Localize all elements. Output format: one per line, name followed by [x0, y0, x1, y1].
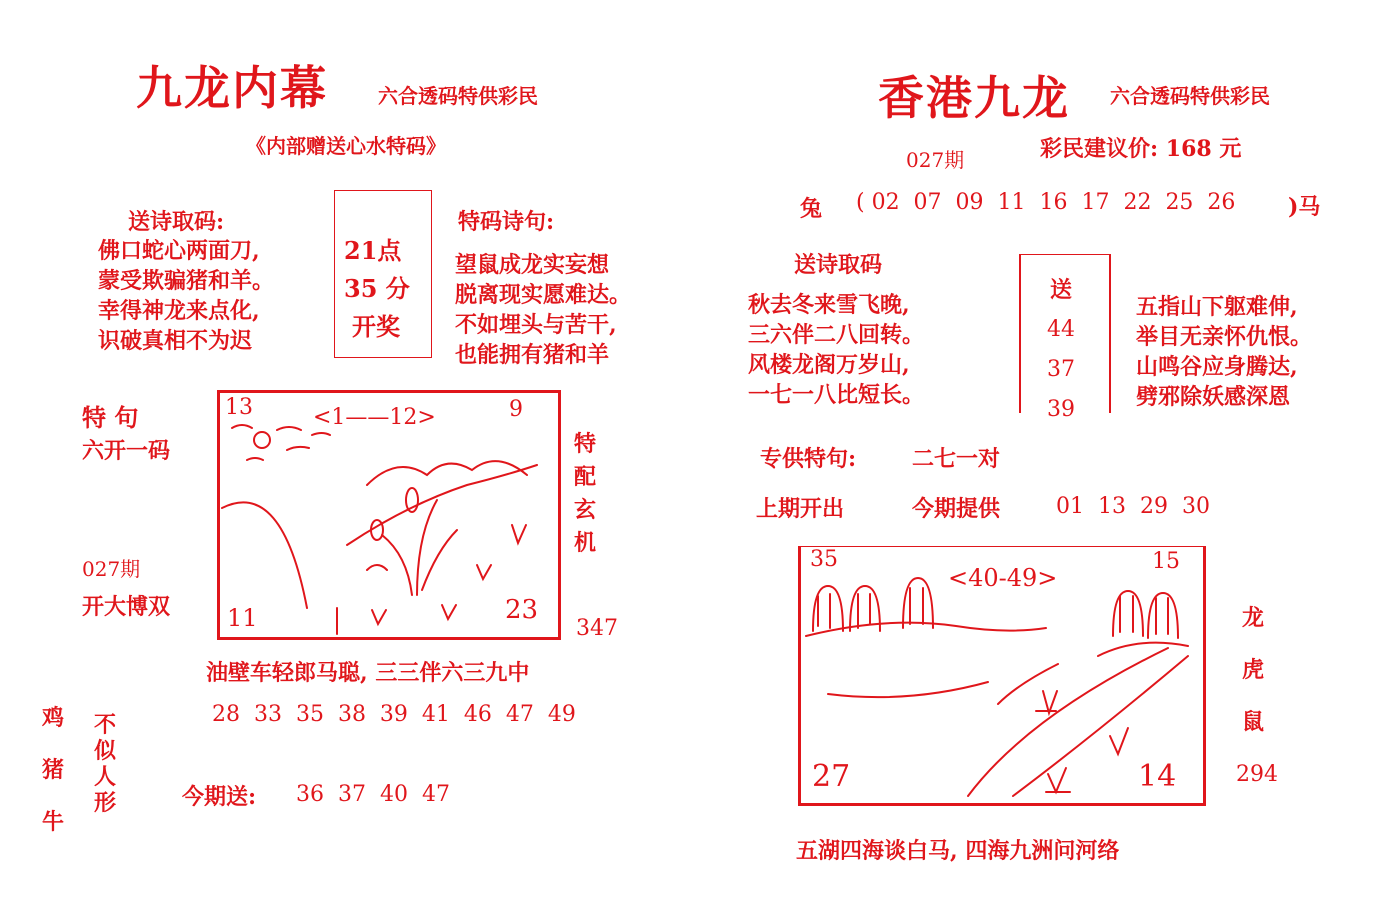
right-drawing-tl-number: 35 — [810, 547, 838, 572]
rabbit-label: 兔 — [800, 196, 823, 222]
send-box-number: 44 — [1047, 317, 1075, 342]
send-box-content — [1046, 270, 1076, 430]
poem-line: 劈邪除妖感深恩 — [1136, 384, 1291, 410]
left-number-list: 28 33 35 38 39 41 46 47 49 — [212, 702, 576, 727]
left-drawing-tr-number: 9 — [509, 397, 523, 422]
right-drawing-tr-number: 15 — [1152, 549, 1180, 574]
right-poem-2 — [1136, 292, 1312, 412]
poem-line: 幸得神龙来点化, — [98, 298, 260, 324]
poem-line: 三六伴二八回转。 — [748, 322, 925, 348]
left-slogan: 六合透码特供彩民 — [378, 84, 538, 108]
vertical-char: 似 — [93, 738, 116, 764]
vertical-char: 虎 — [1241, 657, 1264, 683]
left-riddle: 油壁车轻郎马聪, 三三伴六三九中 — [206, 660, 530, 686]
right-title: 香港九龙 — [878, 71, 1070, 125]
current-label: 今期提供 — [912, 496, 1001, 522]
poem-line: 不如埋头与苦干, — [455, 312, 617, 338]
poem-line: 脱离现实愿难达。 — [455, 282, 632, 308]
left-hand-drawing — [217, 390, 557, 636]
open-big-label: 开大博双 — [82, 594, 171, 620]
right-number-row: ( 02 07 09 11 16 17 22 25 26 — [856, 190, 1236, 215]
poem-line: 望鼠成龙实妄想 — [455, 252, 610, 278]
right-poem-heading: 送诗取码 — [794, 252, 883, 278]
last-label: 上期开出 — [756, 496, 845, 522]
left-drawing-tl-number: 13 — [225, 395, 253, 420]
price-label: 彩民建议价: 168 元 — [1040, 136, 1242, 162]
vertical-char: 特 — [573, 431, 596, 457]
special-label: 专供特句: — [760, 446, 857, 472]
poem-line: 举目无亲怀仇恨。 — [1136, 324, 1313, 350]
vertical-char: 牛 — [41, 809, 64, 835]
left-poem — [98, 236, 274, 356]
left-drawing-range: <1——12> — [313, 405, 436, 430]
left-drawing-bl-number: 11 — [227, 604, 258, 632]
special-phrase-label: 特 句 — [82, 403, 139, 432]
send-box-number: 39 — [1047, 397, 1075, 422]
right-drawing-bl-number: 27 — [812, 759, 851, 794]
right-hand-drawing — [798, 546, 1202, 804]
draw-time-minute: 35 分 — [344, 274, 410, 303]
vertical-char: 鼠 — [1241, 709, 1264, 735]
vertical-char: 不 — [93, 712, 116, 738]
vertical-char: 龙 — [1241, 605, 1264, 631]
poem-line: 识破真相不为迟 — [98, 328, 253, 354]
vertical-char: 鸡 — [41, 705, 64, 731]
send-box-label: 送 — [1049, 277, 1072, 303]
poem-line: 佛口蛇心两面刀, — [98, 238, 260, 264]
right-slogan: 六合透码特供彩民 — [1110, 84, 1270, 108]
left-special-heading: 特码诗句: — [458, 209, 555, 235]
left-title: 九龙内幕 — [136, 61, 328, 115]
poem-line: 山鸣谷应身腾达, — [1136, 354, 1298, 380]
poem-line: 风楼龙阁万岁山, — [748, 352, 910, 378]
right-bottom-line: 五湖四海谈白马, 四海九洲问河络 — [796, 838, 1120, 864]
left-side-number: 347 — [576, 616, 618, 641]
poem-line: 也能拥有猪和羊 — [455, 342, 610, 368]
right-drawing-br-number: 14 — [1138, 759, 1177, 794]
vertical-char: 配 — [573, 464, 596, 490]
poem-line: 一七一八比短长。 — [748, 382, 925, 408]
poem-line: 五指山下躯难伸, — [1136, 294, 1298, 320]
right-side-number: 294 — [1236, 762, 1278, 787]
current-numbers: 01 13 29 30 — [1056, 494, 1210, 519]
poem-line: 蒙受欺骗猪和羊。 — [98, 268, 275, 294]
vertical-char: 玄 — [573, 497, 596, 523]
horse-label: )马 — [1288, 194, 1321, 220]
poem-line: 秋去冬来雪飞晚, — [748, 292, 910, 318]
not-like-vertical — [92, 712, 118, 816]
right-side-vertical — [1240, 592, 1266, 748]
vertical-char: 猪 — [41, 757, 64, 783]
vertical-char: 形 — [93, 790, 116, 816]
right-issue: 027期 — [906, 148, 965, 172]
zodiac-vertical — [40, 692, 66, 848]
left-subtitle: 《内部赠送心水特码》 — [246, 134, 446, 158]
left-special-poem — [455, 250, 631, 370]
send-box-number: 37 — [1047, 357, 1075, 382]
draw-time — [344, 232, 410, 346]
draw-time-hour: 21点 — [344, 236, 402, 265]
left-issue: 027期 — [82, 557, 141, 581]
vertical-char: 机 — [573, 530, 596, 556]
left-side-vertical — [572, 428, 598, 560]
left-drawing-br-number: 23 — [505, 595, 539, 625]
right-poem — [748, 290, 924, 410]
send-label: 今期送: — [182, 784, 257, 810]
right-drawing-range: <40-49> — [948, 564, 1058, 592]
send-numbers: 36 37 40 47 — [296, 782, 450, 807]
vertical-char: 人 — [93, 764, 116, 790]
draw-time-label: 开奖 — [352, 312, 400, 341]
special-value: 二七一对 — [912, 446, 1001, 472]
six-open-label: 六开一码 — [82, 438, 171, 464]
left-poem-heading: 送诗取码: — [128, 209, 225, 235]
